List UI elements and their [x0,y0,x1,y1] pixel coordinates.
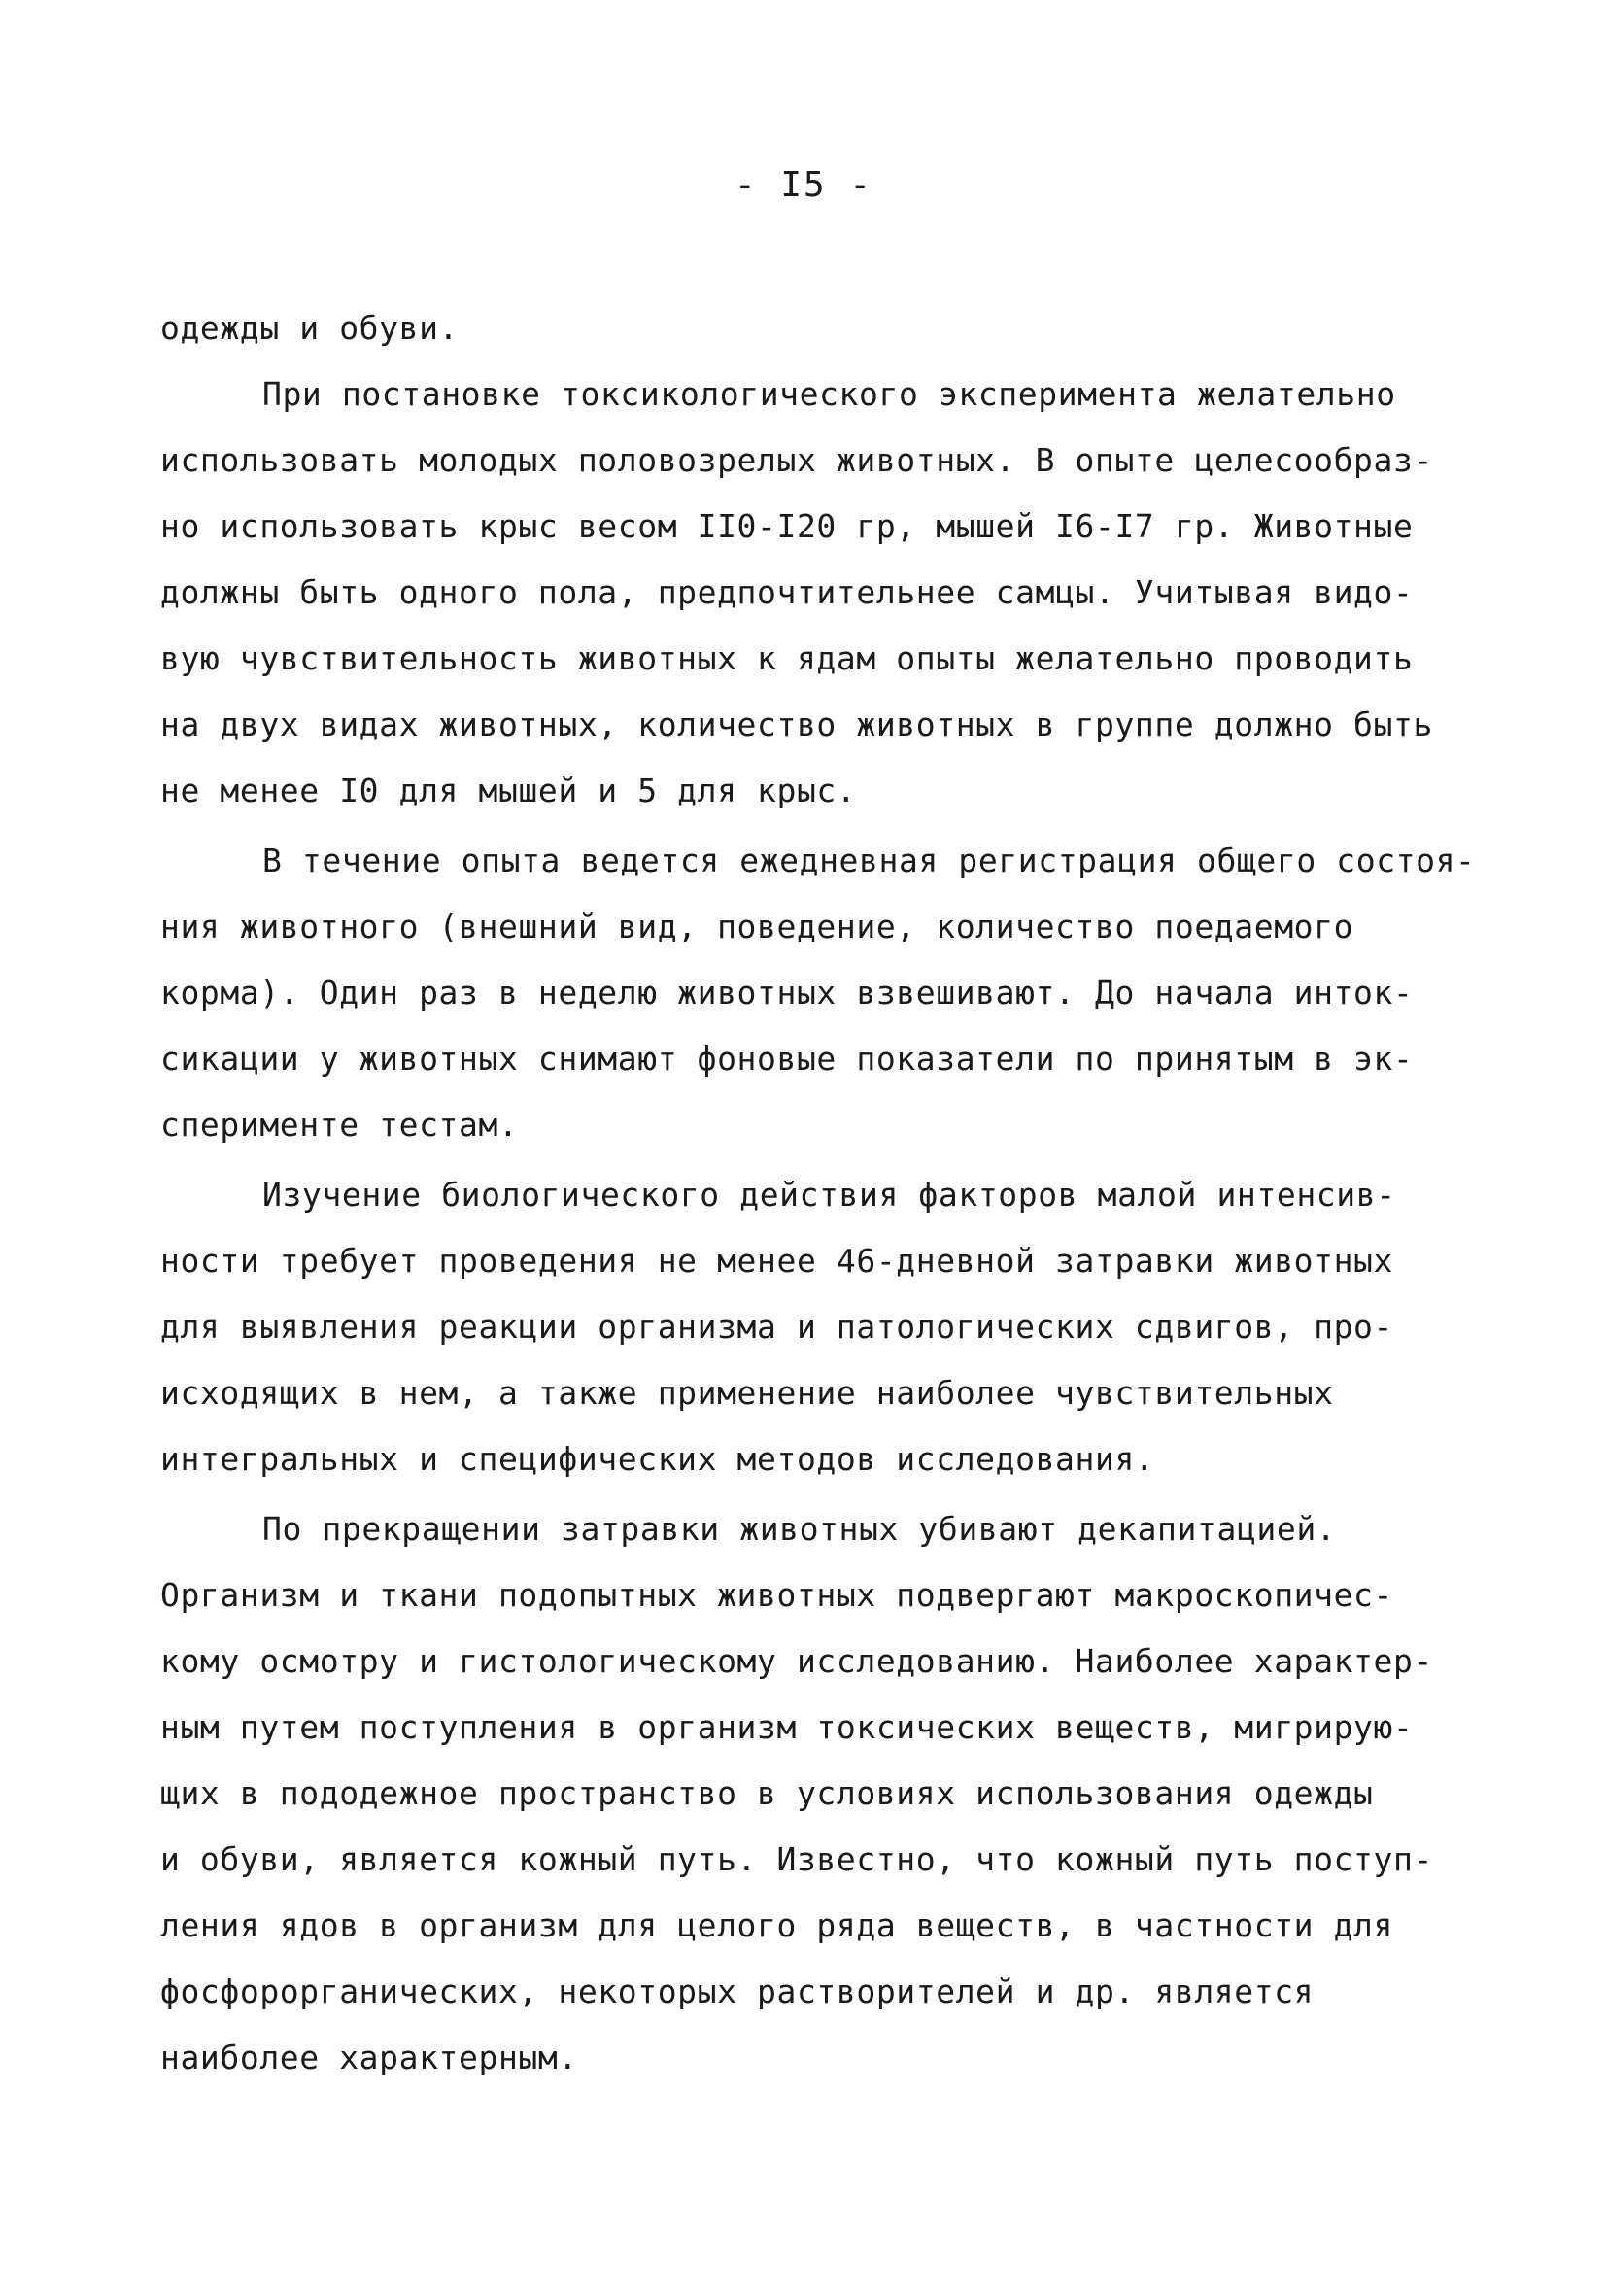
text-line: Организм и ткани подопытных животных подвергают макроскопичес- [160,1576,1393,1614]
text-line: одежды и обуви. [160,309,460,347]
text-line: должны быть одного пола, предпочтительнее самцы. Учитывая видо- [160,573,1414,611]
text-line: сикации у животных снимают фоновые показатели по принятым в эк- [160,1040,1414,1078]
page-number: - I5 - [734,165,873,205]
text-line: вую чувствительность животных к ядам опыты желательно проводить [160,639,1414,677]
text-line: наиболее характерным. [160,2039,578,2076]
text-line: и обуви, является кожный путь. Известно, что кожный путь поступ- [160,1840,1433,1878]
text-line: ления ядов в организм для целого ряда веществ, в частности для [160,1906,1393,1944]
text-line: кому осмотру и гистологическому исследованию. Наиболее характер- [160,1642,1433,1680]
text-line: фосфорорганических, некоторых растворителей и др. является [160,1972,1315,2010]
text-line: По прекращении затравки животных убивают декапитацией. [262,1510,1337,1548]
text-line: ным путем поступления в организм токсических веществ, мигрирую- [160,1708,1414,1746]
text-line: использовать молодых половозрелых животных. В опыте целесообраз- [160,441,1433,479]
text-line: В течение опыта ведется ежедневная регистрация общего состоя- [262,841,1476,879]
text-line: При постановке токсикологического эксперимента желательно [262,375,1396,413]
text-line: не менее I0 для мышей и 5 для крыс. [160,771,857,809]
text-line: ности требует проведения не менее 46-дневной затравки животных [160,1242,1393,1280]
text-line: корма). Один раз в неделю животных взвешивают. До начала инток- [160,974,1414,1011]
text-line: но использовать крыс весом II0-I20 гр, мышей I6-I7 гр. Животные [160,507,1414,545]
text-line: Изучение биологического действия факторов малой интенсив- [262,1176,1396,1214]
text-line: исходящих в нем, а также применение наиболее чувствительных [160,1374,1334,1412]
text-line: ния животного (внешний вид, поведение, количество поедаемого [160,908,1354,945]
text-line: щих в пододежное пространство в условиях использования одежды [160,1774,1374,1812]
text-line: интегральных и специфических методов исследования. [160,1440,1155,1478]
text-line: сперименте тестам. [160,1106,519,1144]
text-line: на двух видах животных, количество животных в группе должно быть [160,705,1433,743]
text-line: для выявления реакции организма и патологических сдвигов, про- [160,1308,1393,1346]
